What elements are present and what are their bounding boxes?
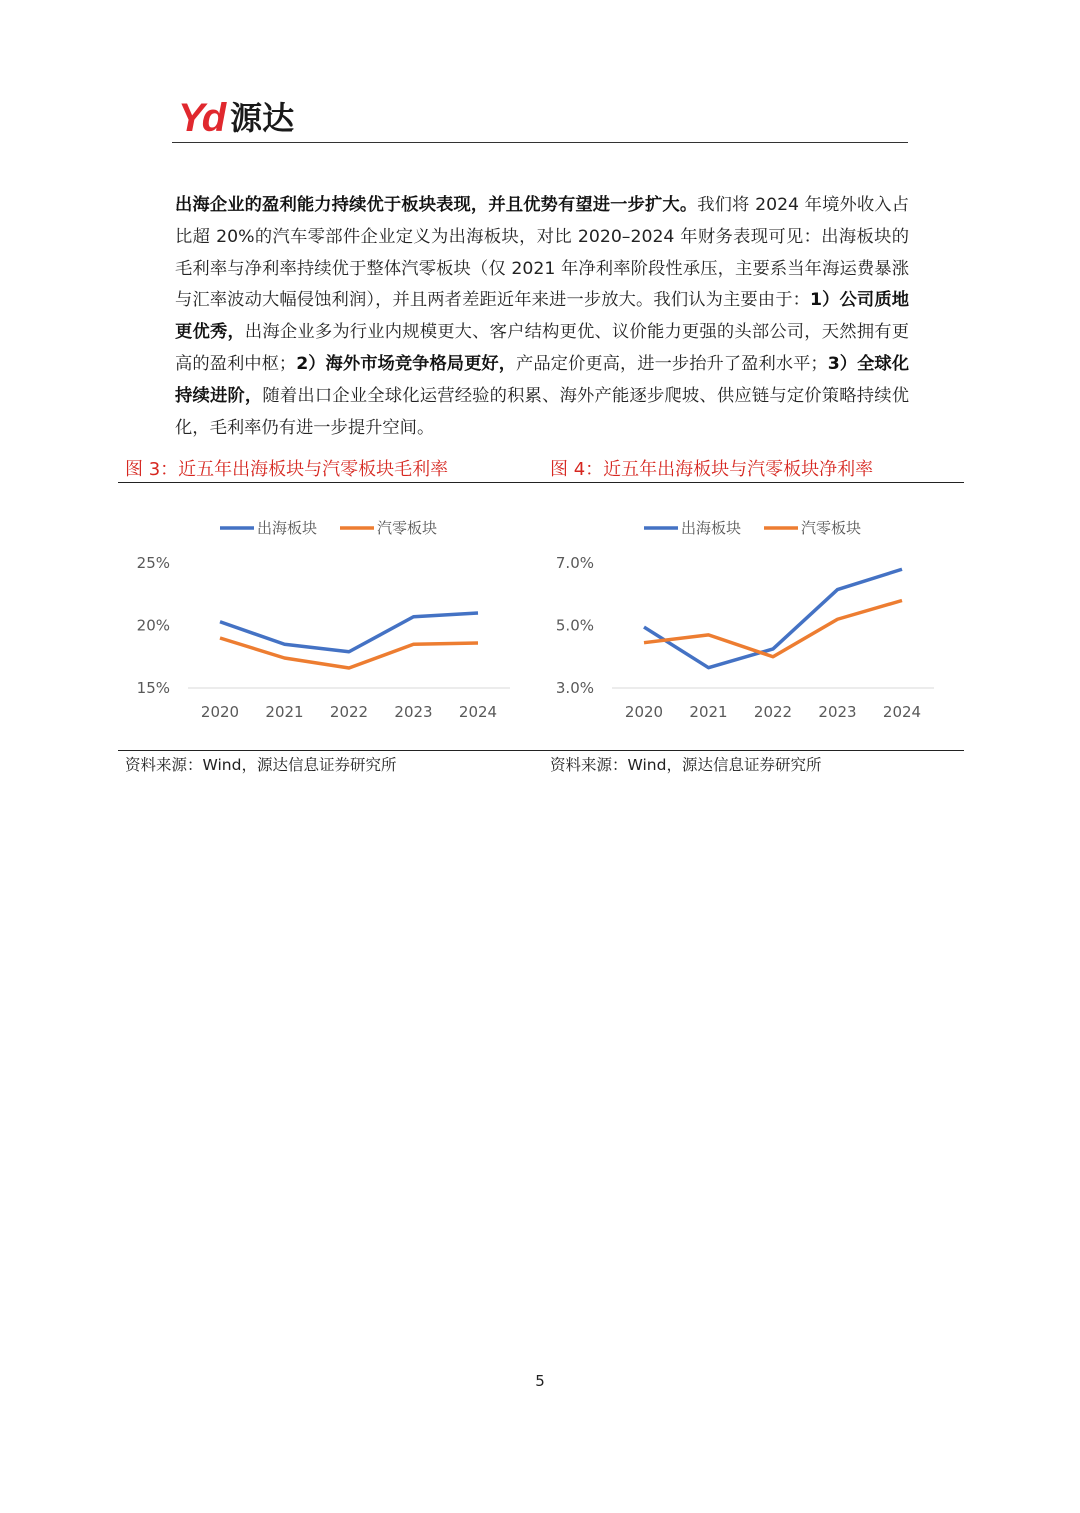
bold-run: 出海企业的盈利能力持续优于板块表现，并且优势有望进一步扩大。 — [175, 195, 698, 215]
x-tick-label: 2021 — [689, 703, 728, 721]
chart-net-margin — [542, 500, 962, 740]
text-run: 产品定价更高，进一步抬升了盈利水平； — [516, 353, 828, 374]
text-run: 随着出口企业全球化运营经验的积累、海外产能逐步爬坡、供应链与定价策略持续优化，毛利率仍有进一步提升空间。 — [175, 385, 909, 438]
logo-icon — [178, 98, 224, 138]
text-run: 我们将 2024 年境外收入占比超 20%的汽车零部件企业定义为出海板块，对比 2020–2024 年财务表现可见：出海板块的毛利率与净利率持续优于整体汽零板块（仅 2021 年净利率阶段性承压，主要系当年海运费暴涨与汇率波动大幅侵蚀利润），并且两者差距近年来进一步放大。我们认为主要由于： — [175, 195, 909, 311]
legend-label-1: 汽零板块 — [801, 519, 862, 537]
logo-mark-y: Y — [178, 96, 203, 140]
x-tick-label: 2023 — [818, 703, 857, 721]
y-tick-label: 15% — [136, 679, 170, 697]
x-tick-label: 2023 — [394, 703, 433, 721]
x-tick-label: 2022 — [329, 703, 369, 721]
header-logo — [178, 96, 294, 140]
text-run: 出海企业多为行业内规模更大、客户结构更优、议价能力更强的头部公司，天然拥有更高的盈利中枢； — [175, 322, 909, 374]
legend-label-1: 汽零板块 — [377, 519, 438, 537]
y-tick-label: 5.0% — [555, 616, 594, 635]
bold-run: 1）公司质地更优秀， — [175, 290, 910, 343]
series-line-0 — [644, 569, 902, 667]
x-tick-label: 2022 — [753, 703, 793, 721]
figure-3-title: 图 3：近五年出海板块与汽零板块毛利率 — [125, 459, 449, 480]
body-paragraph — [175, 190, 909, 444]
series-line-0 — [220, 613, 478, 652]
page-number: 5 — [535, 1372, 545, 1390]
bold-run: 3）全球化持续进阶， — [175, 353, 909, 406]
header-rule — [172, 142, 908, 143]
y-tick-label: 7.0% — [555, 554, 594, 572]
legend-label-0: 出海板块 — [257, 519, 318, 537]
x-tick-label: 2021 — [265, 703, 304, 721]
y-tick-label: 25% — [136, 554, 170, 572]
x-tick-label: 2024 — [458, 703, 498, 721]
figure-3-source: 资料来源：Wind，源达信息证券研究所 — [125, 756, 397, 774]
bold-run: 2）海外市场竞争格局更好， — [296, 353, 517, 374]
figure-rule-top — [118, 482, 964, 483]
y-tick-label: 3.0% — [555, 679, 594, 697]
chart-gross-margin — [118, 500, 538, 740]
logo-text: 源达 — [230, 99, 295, 137]
figure-4-title: 图 4：近五年出海板块与汽零板块净利率 — [550, 459, 874, 480]
logo-mark-d: d — [201, 96, 225, 140]
y-tick-label: 20% — [136, 616, 170, 635]
figure-4-source: 资料来源：Wind，源达信息证券研究所 — [550, 756, 822, 774]
legend-label-0: 出海板块 — [681, 519, 742, 537]
figure-rule-bottom — [118, 750, 964, 751]
x-tick-label: 2020 — [200, 703, 240, 721]
x-tick-label: 2024 — [882, 703, 922, 721]
x-tick-label: 2020 — [624, 703, 664, 721]
